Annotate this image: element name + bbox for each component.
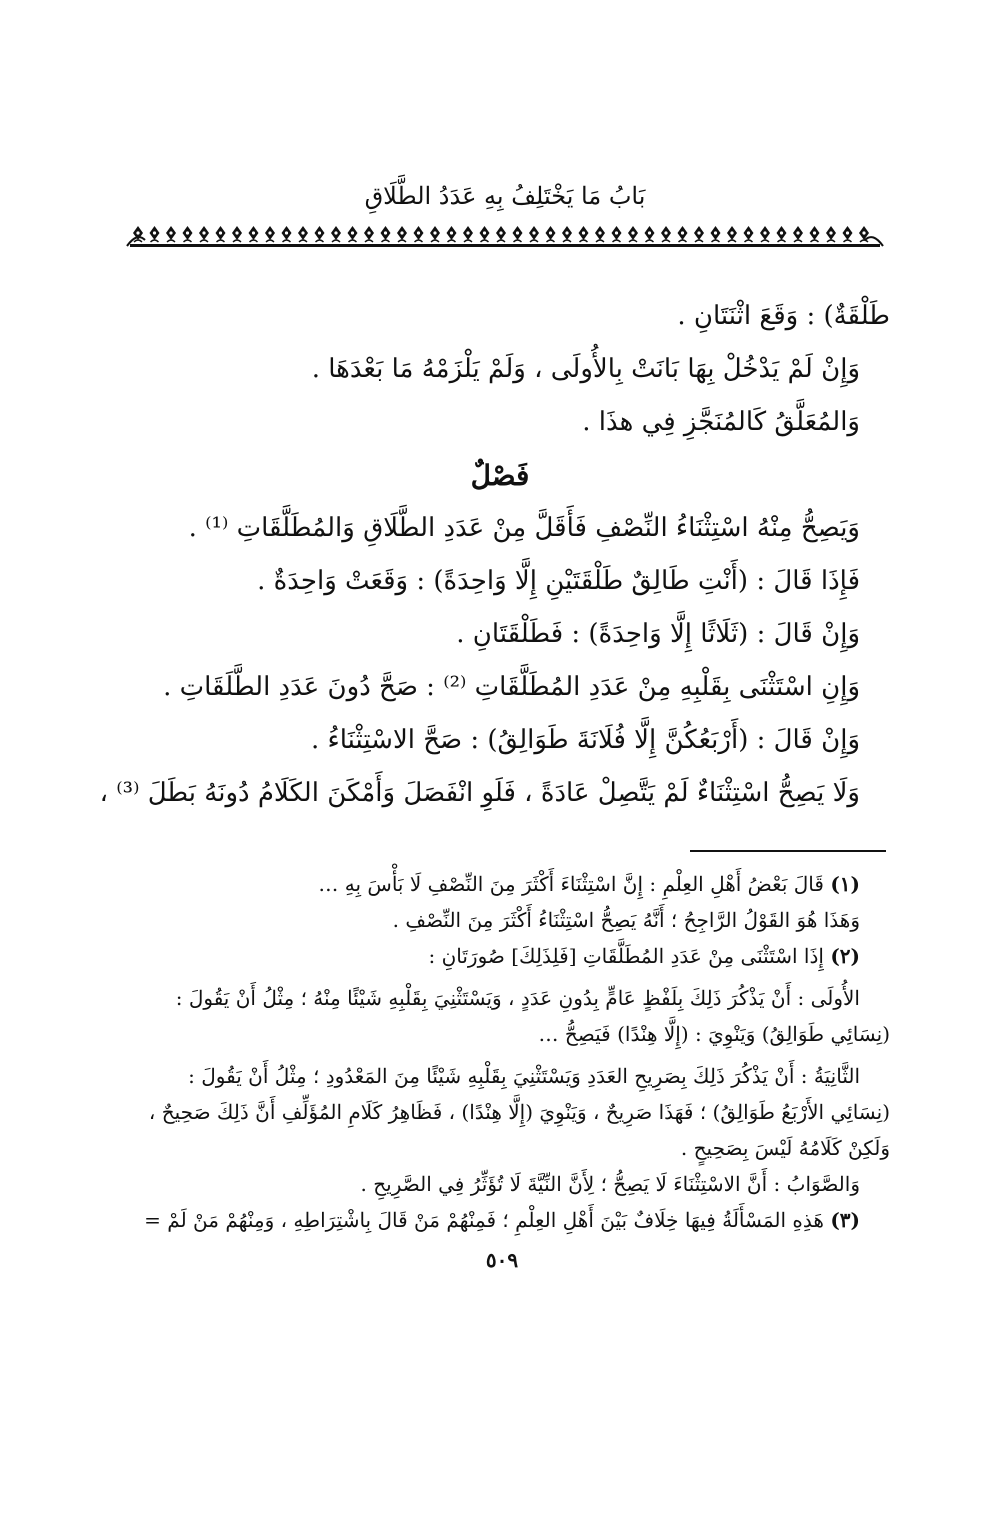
main-line: طَلْقَةٌ) : وَقَعَ اثْنَتَانِ . [677, 301, 890, 331]
footnote-text: إِذَا اسْتَثْنَى مِنْ عَدَدِ المُطَلَّقَاتِ [فَلِذَلِكَ] صُورَتَانِ : [428, 944, 824, 968]
main-line: وَإِنْ قَالَ : (ثَلَاثًا إِلَّا وَاحِدَةً) : فَطَلْقَتَانِ . [456, 619, 860, 649]
footnote-text: وَهَذَا هُوَ القَوْلُ الرَّاجِحُ ؛ أَنَّهُ يَصِحُّ اسْتِثْنَاءُ أَكْثَرَ مِنَ النِّصْفِ . [392, 908, 860, 932]
footnote-text: (نِسَائِي الأَرْبَعُ طَوَالِقُ) ؛ فَهَذَا صَرِيحٌ ، وَيَنْوِيَ (إِلَّا هِنْدًا) ، فَظَاهِرُ كَلَامِ المُؤَلِّفِ أَنَّ ذَلِكَ صَحِيحٌ ، [148, 1100, 890, 1124]
main-line: وَإِنْ قَالَ : (أَرْبَعُكُنَّ إِلَّا فُلَانَةَ طَوَالِقُ) : صَحَّ الاسْتِثْنَاءُ . [310, 725, 860, 755]
footnote-text: قَالَ بَعْضُ أَهْلِ العِلْمِ : إِنَّ اسْتِثْنَاءَ أَكْثَرَ مِنَ النِّصْفِ لَا بَأْسَ بِهِ … [318, 872, 824, 896]
main-line: فَإِذَا قَالَ : (أَنْتِ طَالِقٌ طَلْقَتَيْنِ إِلَّا وَاحِدَةً) : وَقَعَتْ وَاحِدَةٌ . [257, 566, 860, 596]
main-line: وَالمُعَلَّقُ كَالمُنَجَّزِ فِي هذَا . [582, 407, 860, 437]
footnote-number: (١) [830, 872, 860, 896]
footnote-number: (٢) [830, 944, 860, 968]
footnotes [110, 866, 890, 1238]
footnote-line [110, 1130, 890, 1166]
footnote-text: الأُولَى : أَنْ يَذْكُرَ ذَلِكَ بِلَفْظٍ عَامٍّ بِدُونِ عَدَدٍ ، وَيَسْتَثْنِيَ بِقَلْبِهِ شَيْئًا مِنْهُ ؛ مِثْلُ أَنْ يَقُولَ : [175, 986, 860, 1010]
main-text [99, 290, 890, 820]
footnote-text: وَلَكِنْ كَلَامُهُ لَيْسَ بِصَحِيحٍ . [680, 1136, 890, 1160]
footnote-line [110, 1202, 890, 1238]
footnote-line [110, 1016, 890, 1052]
footnote-line [110, 1094, 890, 1130]
main-line: وَلَا يَصِحُّ اسْتِثْنَاءٌ لَمْ يَتَّصِلْ عَادَةً ، فَلَوِ انْفَصَلَ وَأَمْكَنَ الكَلَامُ دُونَهُ بَطَلَ ⁽³⁾ ، [99, 778, 860, 808]
footnote-number: (٣) [830, 1208, 860, 1232]
footnote-text: الثَّانِيَةُ : أَنْ يَذْكُرَ ذَلِكَ بِصَرِيحِ العَدَدِ وَيَسْتَثْنِيَ بِقَلْبِهِ شَيْئًا مِنَ المَعْدُودِ ؛ مِثْلُ أَنْ يَقُولَ : [188, 1064, 860, 1088]
footnote-text: وَالصَّوَابُ : أَنَّ الاسْتِثْنَاءَ لَا يَصِحُّ ؛ لِأَنَّ النِّيَّةَ لَا تُؤَثِّرُ فِي الصَّرِيحِ . [360, 1172, 860, 1196]
main-line: وَيَصِحُّ مِنْهُ اسْتِثْنَاءُ النِّصْفِ فَأَقَلَّ مِنْ عَدَدِ الطَّلَاقِ وَالمُطَلَّقَاتِ ⁽¹⁾ . [188, 513, 860, 543]
section-heading: فَصْلٌ [470, 459, 530, 492]
ornamental-border [124, 224, 886, 252]
footnote-text: (نِسَائِي طَوَالِقُ) وَيَنْوِيَ : (إِلَّا هِنْدًا) فَيَصِحُّ … [538, 1022, 890, 1046]
page-number: ٥٠٩ [485, 1248, 519, 1272]
main-line: وَإِنِ اسْتَثْنَى بِقَلْبِهِ مِنْ عَدَدِ المُطَلَّقَاتِ ⁽²⁾ : صَحَّ دُونَ عَدَدِ الطَّلَقَاتِ . [163, 672, 860, 702]
footnote-line [110, 1166, 890, 1202]
footnote-text: هَذِهِ المَسْأَلَةُ فِيهَا خِلَافٌ بَيْنَ أَهْلِ العِلْمِ ؛ فَمِنْهُمْ مَنْ قَالَ بِاشْتِرَاطِهِ ، وَمِنْهُمْ مَنْ لَمْ = [144, 1208, 824, 1232]
main-line: وَإِنْ لَمْ يَدْخُلْ بِهَا بَانَتْ بِالأُولَى ، وَلَمْ يَلْزَمْهُ مَا بَعْدَهَا . [311, 354, 860, 384]
footnote-line [110, 980, 890, 1016]
footnote-line [110, 902, 890, 938]
footnote-line [110, 866, 890, 902]
footnote-separator [690, 850, 886, 852]
running-head: بَابُ مَا يَخْتَلِفُ بِهِ عَدَدُ الطَّلَاقِ [364, 182, 646, 210]
footnote-line [110, 1058, 890, 1094]
ornament-icon [124, 224, 886, 252]
footnote-line [110, 938, 890, 974]
